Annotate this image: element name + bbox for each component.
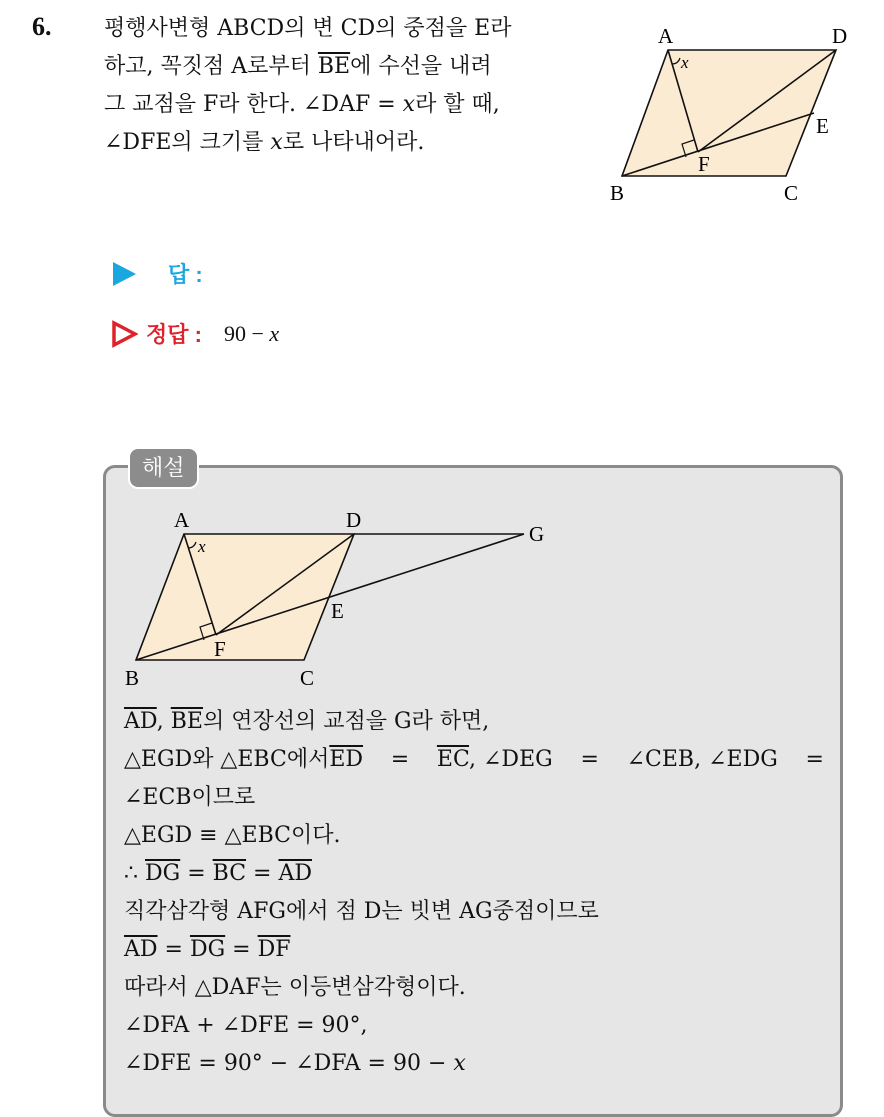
label-B: B <box>125 666 140 690</box>
correct-answer-label: 정답 : <box>146 322 202 347</box>
label-D: D <box>832 24 848 48</box>
label-x: x <box>681 53 689 72</box>
solution-line-2: △EGD와 △EBC에서$\overline{ED}$ = $\overline{EC}$, ∠DEG = ∠CEB, ∠EDG = <box>124 747 824 772</box>
label-B: B <box>610 181 625 205</box>
question-line-3: 그 교점을 F라 한다. ∠DAF = x라 할 때, <box>104 92 500 117</box>
label-G: G <box>529 522 545 546</box>
question-number: 6. <box>32 12 52 41</box>
solution-figure <box>120 503 560 693</box>
answer-label: 답 : <box>168 262 203 287</box>
correct-answer-row <box>110 318 279 349</box>
solution-line-8: 따라서 △DAF는 이등변삼각형이다. <box>124 975 466 1000</box>
question-line-2: 하고, 꼭짓점 A로부터 $\overline{BE}$에 수선을 내려 <box>104 54 492 79</box>
question-line-1: 평행사변형 ABCD의 변 CD의 중점을 E라 <box>104 16 512 41</box>
label-C: C <box>300 666 315 690</box>
solution-line-1: $\overline{AD}$, $\overline{BE}$의 연장선의 교점을 G라 하면, <box>124 709 490 734</box>
label-F: F <box>214 637 226 661</box>
solution-line-5: ∴ $\overline{DG} = \overline{BC} = \overline{AD}$ <box>124 861 313 886</box>
label-E: E <box>331 599 344 623</box>
parallelogram-figure <box>604 18 864 208</box>
parallelogram-fill <box>622 50 836 176</box>
outline-triangle-icon <box>110 320 138 348</box>
question-text <box>104 10 584 162</box>
solution-line-4: △EGD ≡ △EBC이다. <box>124 823 341 848</box>
correct-answer-value: 90 − x <box>223 320 280 346</box>
play-triangle-icon <box>110 260 138 288</box>
solution-line-10: ∠DFE = 90° − ∠DFA = 90 − x <box>124 1051 466 1076</box>
label-A: A <box>658 24 674 48</box>
solution-line-7: $\overline{AD} = \overline{DG} = \overline{DF}$ <box>124 937 291 962</box>
label-x: x <box>198 537 206 556</box>
answer-row <box>110 258 203 289</box>
label-C: C <box>784 181 799 205</box>
label-D: D <box>346 508 362 532</box>
solution-line-3: ∠ECB이므로 <box>124 785 256 810</box>
solution-line-9: ∠DFA + ∠DFE = 90°, <box>124 1013 368 1038</box>
solution-tab: 해설 <box>128 447 199 489</box>
label-A: A <box>174 508 190 532</box>
solution-parallelogram-fill <box>136 534 354 660</box>
label-E: E <box>816 114 829 138</box>
solution-text <box>124 703 824 1083</box>
label-F: F <box>698 152 710 176</box>
solution-line-6: 직각삼각형 AFG에서 점 D는 빗변 AG중점이므로 <box>124 899 599 924</box>
question-line-4: ∠DFE의 크기를 x로 나타내어라. <box>104 130 425 155</box>
